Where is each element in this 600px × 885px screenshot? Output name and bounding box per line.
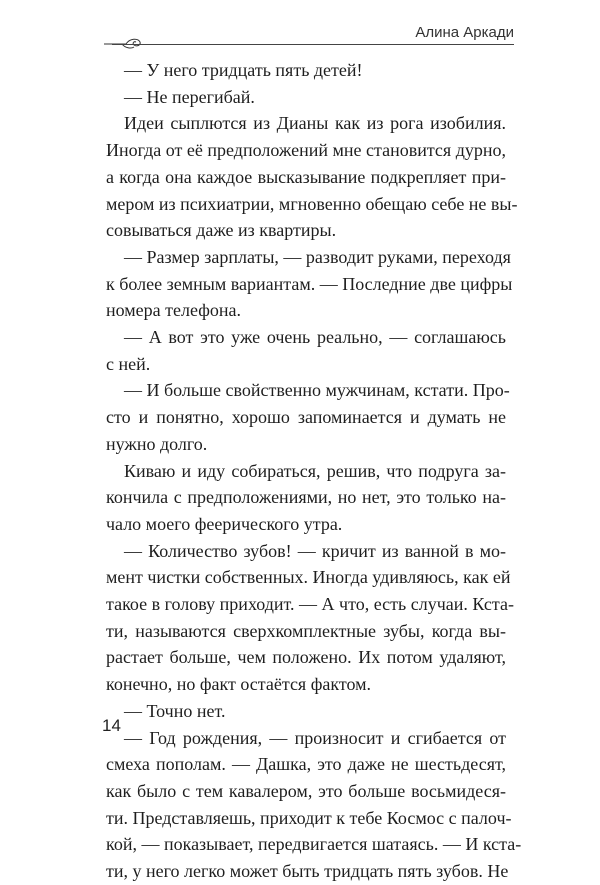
text-line: — Не перегибай. [124,86,255,107]
text-line: смеха пополам. — Дашка, это даже не шестьдесят, [106,754,506,775]
text-line: номера телефона. [106,300,241,321]
text-line: Киваю и иду собираться, решив, что подруга за- [124,460,506,481]
running-header [106,24,514,46]
header-author: Алина Аркади [415,24,514,41]
text-line: сто и понятно, хорошо запоминается и думать не [106,407,506,428]
text-line: ти, называются сверхкомплектные зубы, когда вы- [106,620,506,641]
text-line: с ней. [106,353,151,374]
text-line: а когда она каждое высказывание подкрепляет при- [106,166,506,187]
text-line: совываться даже из квартиры. [106,220,337,241]
text-line: — У него тридцать пять детей! [124,60,363,80]
text-line: кончила с предположениями, но нет, это только на- [106,487,506,508]
page-body-text [106,57,522,885]
text-line: такое в голову приходит. — А что, есть случаи. Кста- [106,594,514,615]
text-line: Иногда от её предположений мне становится дурно, [106,140,506,161]
header-rule [112,44,514,45]
text-line: ти. Представляешь, приходит к тебе Космос с палоч- [106,807,512,828]
text-line: растает больше, чем положено. Их потом удаляют, [106,647,506,668]
text-line: мент чистки собственных. Иногда удивляюсь, как ей [106,567,511,588]
text-line: мером из психиатрии, мгновенно обещаю себе не вы- [106,193,518,214]
text-line: ти, у него легко может быть тридцать пять зубов. Не [106,861,509,882]
text-line: — Количество зубов! — кричит из ванной в мо- [124,540,506,561]
text-line: к более земным вариантам. — Последние две цифры [106,273,513,294]
text-line: чало моего феерического утра. [106,513,343,534]
text-line: конечно, но факт остаётся фактом. [106,674,372,695]
text-line: — Точно нет. [124,700,226,721]
text-line: — Размер зарплаты, — разводит руками, переходя [124,246,511,267]
text-line: кой, — показывает, передвигается шатаясь. — И кста- [106,834,522,855]
text-line: Идеи сыплются из Дианы как из рога изобилия. [124,113,506,134]
text-line: — А вот это уже очень реально, — соглашаюсь [124,327,506,348]
text-line: — И больше свойственно мужчинам, кстати. Про- [124,380,510,401]
text-line: нужно долго. [106,433,208,454]
page-number: 14 [102,716,121,735]
text-line: как было с тем кавалером, это больше восьмидеся- [106,780,506,801]
text-line: — Год рождения, — произносит и сгибается от [124,727,506,748]
